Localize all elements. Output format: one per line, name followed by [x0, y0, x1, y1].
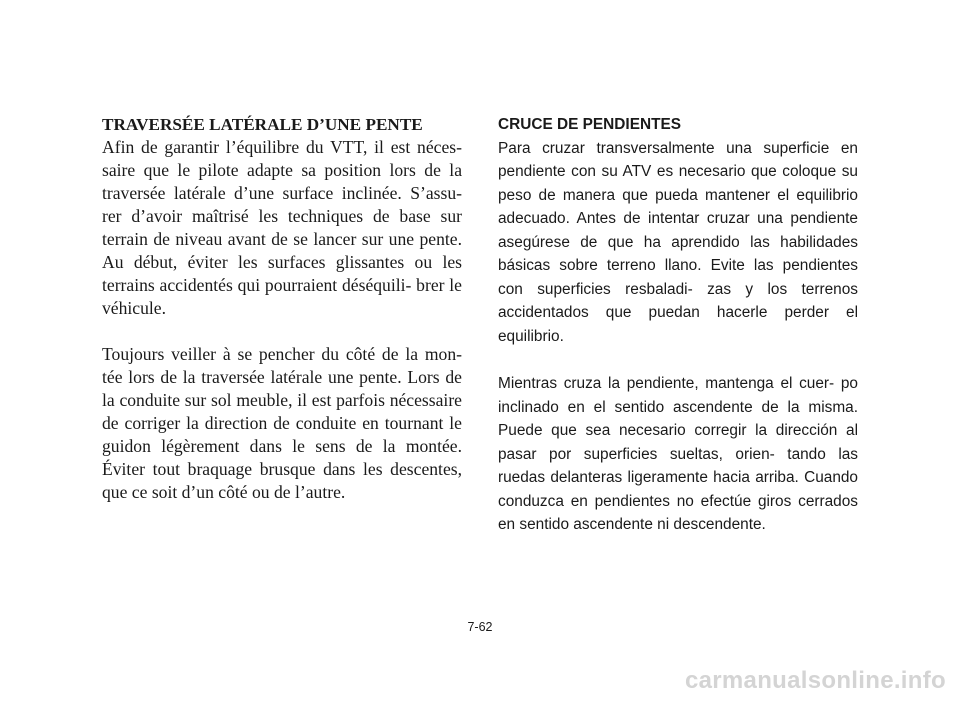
spanish-paragraph-1: Para cruzar transversalmente una superficie en pendiente con su ATV es necesario que coloque su peso de manera que pueda mantener el equilibrio adecuado. Antes de intentar cruzar una pendiente asegúrese de que ha aprendido las habilidades básicas sobre terreno llano. Evite las pendientes con superficies resbaladi- zas y los terrenos accidentados que puedan hacerle perder el equilibrio.: [498, 139, 858, 345]
french-paragraph-2: Toujours veiller à se pencher du côté de la mon- tée lors de la traversée latérale une pente. Lors de la conduite sur sol meuble, il est parfois nécessaire de corriger la direction de conduite en tournant le guidon légèrement dans le sens de la montée. Éviter tout braquage brusque dans les descentes, que ce soit d’un côté ou de l’autre.: [102, 344, 462, 502]
spanish-paragraph-2: Mientras cruza la pendiente, mantenga el cuer- po inclinado en el sentido ascendente de la misma. Puede que sea necesario corregir la dirección al pasar por superficies sueltas, orien- tando las ruedas delanteras ligeramente hacia arriba. Cuando conduzca en pendientes no efectúe giros cerrados en sentido ascendente ni descendente.: [498, 375, 858, 533]
french-column: [102, 113, 462, 527]
watermark: carmanualsonline.info: [684, 667, 946, 694]
page-number: 7-62: [467, 620, 493, 634]
spanish-section-heading: CRUCE DE PENDIENTES: [498, 116, 682, 133]
french-paragraph-1: Afin de garantir l’équilibre du VTT, il est néces- saire que le pilote adapte sa position lors de la traversée latérale d’une surface inclinée. S’assu- rer d’avoir maîtrisé les techniques de base sur terrain de niveau avant de se lancer sur une pente. Au début, éviter les surfaces glissantes ou les terrains accidentés qui pourraient déséquili- brer le véhicule.: [102, 137, 462, 318]
french-section-heading: TRAVERSÉE LATÉRALE D’UNE PENTE: [102, 115, 423, 134]
spanish-column: [498, 113, 858, 561]
